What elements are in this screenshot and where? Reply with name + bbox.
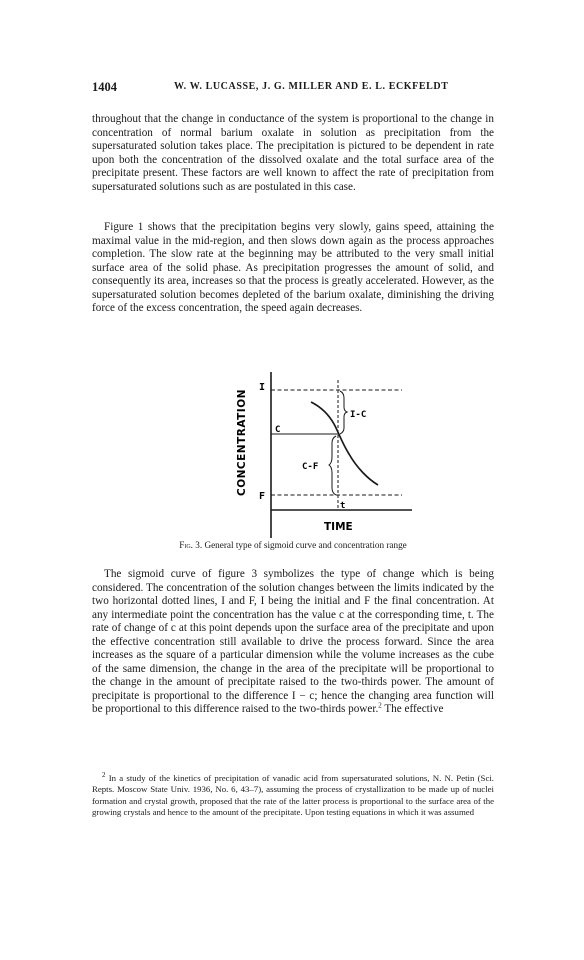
paragraph-3-continuation: The effective — [381, 703, 444, 716]
label-current: C — [275, 425, 281, 435]
page-header — [92, 80, 494, 96]
footnote-text: In a study of the kinetics of precipitation of vanadic acid from supersaturated solutions, N. N. Petin (Sci. Repts. Moscow State Univ. 1936, No. 6, 43–7), assuming the process of crystallization to be made up of nuclei formation and crystal growth, proposed that the rate of the latter process is proportional to the surface area of the growing crystals and hence to the amount of the precipitate. Upon testing equations in which it was assumed — [92, 773, 494, 818]
paragraph-3 — [92, 568, 494, 717]
label-time-t: t — [340, 501, 346, 511]
x-axis-label: TIME — [324, 521, 353, 533]
caption-text: General type of sigmoid curve and concentration range — [204, 540, 407, 550]
label-final: F — [259, 491, 266, 502]
paragraph-1: throughout that the change in conductance of the system is proportional to the change in concentration of normal barium oxalate in solution as precipitation from the supersaturated solution takes place. The precipitation is pictured to be dependent in rate upon both the concentration of the dissolved oxalate and the total surface area of the precipitate present. These factors are well known to affect the rate of precipitation from supersaturated solutions such as are postulated in this case. — [92, 113, 494, 193]
footnote-reference: 2 — [378, 701, 382, 710]
y-axis-label: CONCENTRATION — [236, 389, 248, 496]
running-head: W. W. LUCASSE, J. G. MILLER AND E. L. ECKFELDT — [174, 81, 449, 92]
i-minus-c-brace — [340, 391, 347, 434]
caption-prefix: Fig. 3. — [179, 540, 203, 550]
paragraph-2: Figure 1 shows that the precipitation begins very slowly, gains speed, attaining the maximal value in the mid-region, and then slows down again as the process approaches completion. The slow rate at the beginning may be attributed to the very small initial surface area of the solid phase. As precipitation progresses the amount of solid, and consequently its area, increases so that the process is greatly accelerated. However, as the supersaturated solution becomes depleted of the barium oxalate, diminishing the driving force of the excess concentration, the speed again decreases. — [92, 221, 494, 315]
page-number: 1404 — [92, 80, 117, 94]
figure-caption — [92, 540, 494, 550]
footnote-number: 2 — [102, 771, 106, 780]
footnote — [92, 773, 494, 819]
figure-sigmoid-curve — [226, 358, 416, 538]
label-i-minus-c: I-C — [350, 410, 367, 420]
c-minus-f-brace — [329, 436, 336, 495]
paragraph-3-text: The sigmoid curve of figure 3 symbolizes the type of change which is being considered. The concentration of the solution changes between the limits indicated by the two horizontal dotted lines, I and F, I being the initial and F the final concentration. At any intermediate point the concentration has the value c at the corresponding time, t. The rate of change of c at this point depends upon the surface area of the precipitate and upon the effective concentration still available to drive the process forward. Since the area increases as the square of a particular dimension while the volume increases as the cube of the same dimension, the change in the area of the precipitate will be proportional to the change in the amount of precipitate raised to the two-thirds power. The amount of precipitate is proportional to the difference I − c; hence the changing area function will be proportional to this difference raised to the two-thirds power. — [92, 568, 494, 716]
label-initial: I — [259, 382, 266, 393]
label-c-minus-f: C-F — [302, 462, 319, 472]
